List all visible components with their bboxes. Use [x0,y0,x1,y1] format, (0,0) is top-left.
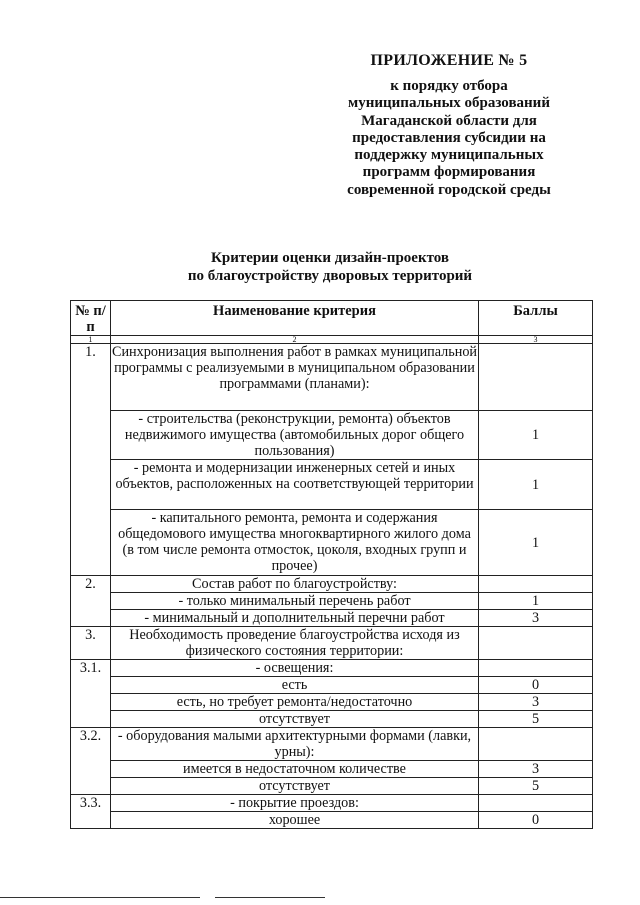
score-cell: 1 [479,460,593,510]
score-cell: 1 [479,593,593,610]
table-row [71,576,593,593]
criterion-text: - только минимальный перечень работ [111,593,479,610]
criterion-text: Состав работ по благоустройству: [111,576,479,593]
score-cell: 3 [479,694,593,711]
table-row [71,610,593,627]
row-number: 2. [71,576,111,627]
row-number: 3. [71,627,111,660]
column-index-3: 3 [479,336,593,344]
table-row [71,812,593,829]
score-cell [479,795,593,812]
criterion-text: отсутствует [111,711,479,728]
appendix-title: ПРИЛОЖЕНИЕ № 5 [370,52,528,69]
appendix-line: предоставления субсидии на [352,129,546,146]
table-row [71,795,593,812]
header-number: № п/п [71,301,111,336]
table-row [71,593,593,610]
table-header-row [71,301,593,336]
table-row [71,761,593,778]
score-cell [479,576,593,593]
heading-line-2: по благоустройству дворовых территорий [187,268,473,284]
row-number: 3.1. [71,660,111,728]
criterion-text: имеется в недостаточном количестве [111,761,479,778]
score-cell [479,660,593,677]
column-index-2: 2 [111,336,479,344]
criterion-text: - покрытие проездов: [111,795,479,812]
column-index-1: 1 [71,336,111,344]
criteria-table [70,300,593,829]
score-cell [479,627,593,660]
row-number: 3.2. [71,728,111,795]
header-score: Баллы [479,301,593,336]
score-cell: 1 [479,510,593,576]
score-cell: 3 [479,610,593,627]
score-cell: 3 [479,761,593,778]
table-row [71,460,593,510]
criterion-text: - минимальный и дополнительный перечни работ [111,610,479,627]
header-criterion: Наименование критерия [111,301,479,336]
score-cell: 5 [479,711,593,728]
table-row [71,778,593,795]
appendix-line: программ формирования [362,164,536,181]
score-cell: 5 [479,778,593,795]
table-row [71,344,593,411]
criterion-text: хорошее [111,812,479,829]
criterion-text: Необходимость проведение благоустройства исходя из физического состояния территории: [111,627,479,660]
table-row [71,411,593,460]
table-row [71,510,593,576]
criterion-text: - оборудования малыми архитектурными формами (лавки, урны): [111,728,479,761]
criterion-text: есть [111,677,479,694]
criterion-text: - капитального ремонта, ремонта и содержания общедомового имущества многоквартирного жилого дома (в том числе ремонта отмосток, цоколя, входных групп и прочее) [111,510,479,576]
appendix-line: современной городской среды [347,181,551,198]
appendix-line: поддержку муниципальных [354,147,544,164]
score-cell [479,344,593,411]
criterion-text: - освещения: [111,660,479,677]
score-cell: 1 [479,411,593,460]
table-row [71,677,593,694]
criterion-text: - ремонта и модернизации инженерных сетей и иных объектов, расположенных на соответствующей территории [111,460,479,510]
row-number: 1. [71,344,111,576]
table-row [71,660,593,677]
document-heading [70,249,590,285]
table-row [71,694,593,711]
scan-edge-line [215,897,325,898]
score-cell [479,728,593,761]
row-number: 3.3. [71,795,111,829]
appendix-line: Магаданской области для [361,112,537,129]
criterion-text: Синхронизация выполнения работ в рамках муниципальной программы с реализуемыми в муниципальном образовании программами (планами): [111,344,479,411]
table-row [71,711,593,728]
table-row [71,728,593,761]
scan-edge-line [0,897,200,898]
score-cell: 0 [479,812,593,829]
criterion-text: - строительства (реконструкции, ремонта) объектов недвижимого имущества (автомобильных дорог общего пользования) [111,411,479,460]
appendix-block [318,52,580,199]
table-row [71,627,593,660]
appendix-line: к порядку отбора [390,78,508,94]
column-index-row [71,336,593,344]
appendix-line: муниципальных образований [348,95,550,112]
score-cell: 0 [479,677,593,694]
heading-line-1: Критерии оценки дизайн-проектов [211,250,449,266]
criterion-text: есть, но требует ремонта/недостаточно [111,694,479,711]
criterion-text: отсутствует [111,778,479,795]
